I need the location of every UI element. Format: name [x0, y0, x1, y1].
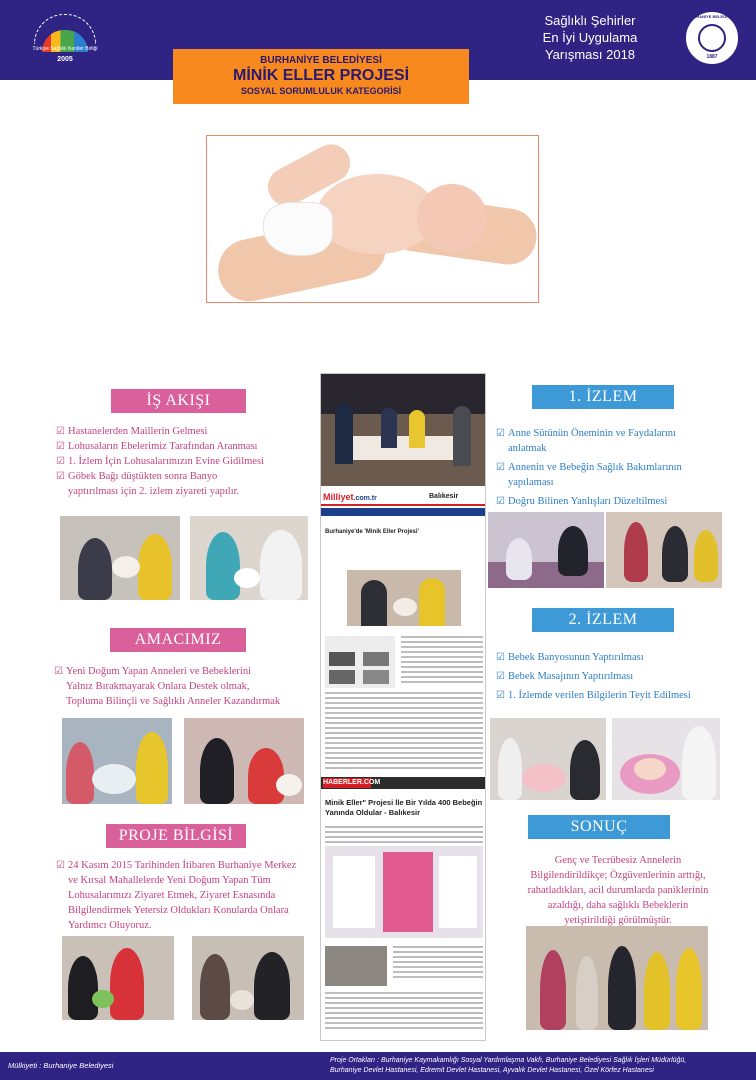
proje-bilgisi-line2: ve Kırsal Mahallelerde Yeni Doğum Yapan Tüm — [68, 875, 271, 886]
news-nav-bar — [321, 508, 486, 516]
photo-purpose-2 — [184, 718, 304, 804]
seal-emblem-icon — [698, 24, 726, 52]
footer-partners-line2: Burhaniye Devlet Hastanesi, Edremit Devlet Hastanesi, Ayvalık Devlet Hastanesi, Özel Körfez Hastanesi — [330, 1067, 654, 1074]
photo-visit-2 — [190, 516, 308, 600]
photo-result — [526, 926, 708, 1030]
checkbox-icon: ☑ — [56, 441, 65, 452]
photo-visit-1 — [60, 516, 180, 600]
proje-bilgisi-line3: Lohusalarımızı Ziyaret Etmek, Ziyaret Esnasında — [68, 890, 276, 901]
list-item: ☑ Hastanelerden Maillerin Gelmesi — [56, 426, 208, 437]
news-photo-brochure — [325, 846, 483, 938]
photo-info-1 — [62, 936, 174, 1020]
milliyet-masthead — [321, 492, 486, 506]
list-item: ☑ Lohusaların Ebelerimiz Tarafından Aranması — [56, 441, 258, 452]
footer-partners-line1: Proje Ortakları : Burhaniye Kaymakamlığı Sosyal Yardımlaşma Vakfı, Burhaniye Belediyesi Sağlık İşleri Müdürlüğü, — [330, 1057, 687, 1064]
checkbox-icon: ☑ — [56, 426, 65, 437]
amacimiz-line2: Yalnız Bırakmayarak Onlara Destek olmak, — [66, 681, 250, 692]
list-item: ☑ Doğru Bilinen Yanlışları Düzeltilmesi — [496, 496, 668, 507]
news-headline-2: Minik Eller" Projesi İle Bir Yılda 400 Bebeğin Yanında Oldular - Balıkesir — [325, 798, 483, 817]
checkbox-icon: ☑ — [496, 671, 505, 682]
sonuc-line3: rahatladıkları, acil durumlarda paniklerinin — [527, 885, 709, 896]
competition-title-line3: Yarışması 2018 — [544, 47, 636, 62]
seal-text: BURHANİYE BELEDİYESİ — [687, 14, 737, 19]
sonuc-heading: SONUÇ — [528, 815, 670, 839]
list-item: ☑ Bebek Masajının Yaptırılması — [496, 671, 634, 682]
haberler-masthead — [321, 777, 486, 789]
news-city: Balıkesir — [429, 493, 459, 500]
haberler-logo: HABERLER.COM — [323, 779, 381, 786]
news-headline-1: Burhaniye'de 'Minik Eller Projesi' — [325, 529, 419, 535]
list-item: ☑ 1. İzlem İçin Lohusalarımızın Evine Gidilmesi — [56, 456, 264, 467]
news-article-text-3 — [325, 826, 483, 846]
seal-year: 1887 — [706, 54, 718, 60]
photo-izlem1-1 — [488, 512, 604, 588]
news-thumbnails — [325, 636, 395, 688]
competition-title-line1: Sağlıklı Şehirler — [544, 13, 636, 28]
sonuc-line4: azaldığı, daha sağlıklı Bebeklerin — [547, 900, 689, 911]
banner-project-name: MİNİK ELLER PROJESİ — [232, 67, 410, 84]
milliyet-logo: Milliyet.com.tr — [323, 492, 377, 502]
footer-partners — [330, 1056, 750, 1076]
footer-bar — [0, 1052, 756, 1080]
logo-year: 2005 — [57, 56, 73, 63]
is-akisi-list — [56, 424, 316, 499]
checkbox-icon: ☑ — [496, 496, 505, 507]
sonuc-line5: yetiştirildiği görülmüştür. — [564, 915, 672, 926]
baby-head — [417, 184, 487, 252]
proje-bilgisi-heading: PROJE BİLGİSİ — [106, 824, 246, 848]
sonuc-text — [500, 853, 736, 928]
izlem1-heading: 1. İZLEM — [532, 385, 674, 409]
competition-title — [520, 12, 660, 63]
healthy-cities-logo — [28, 10, 102, 68]
amacimiz-line3: Topluma Bilinçli ve Sağlıklı Anneler Kazandırmak — [66, 696, 281, 707]
municipality-seal — [684, 10, 740, 66]
news-article-text — [401, 636, 483, 686]
hero-baby-image — [206, 135, 539, 303]
list-item: ☑ Yeni Doğum Yapan Anneleri ve Bebeklerini — [54, 666, 251, 677]
amacimiz-text — [54, 664, 316, 709]
list-item: ☑ Bebek Banyosunun Yaptırılması — [496, 652, 644, 663]
list-item: ☑ Göbek Bağı düştükten sonra Banyo — [56, 471, 218, 482]
list-item: ☑ Annenin ve Bebeğin Sağlık Bakımlarının yapılaması — [496, 462, 682, 488]
project-banner — [173, 49, 469, 104]
news-photo-visit — [347, 570, 461, 626]
news-article-text-5 — [325, 992, 483, 1032]
news-article-text-4 — [393, 946, 483, 981]
izlem2-list — [496, 650, 742, 707]
sonuc-line1: Genç ve Tecrübesiz Annelerin — [554, 855, 682, 866]
photo-purpose-1 — [62, 718, 172, 804]
news-article-text-2 — [325, 692, 483, 772]
checkbox-icon: ☑ — [496, 462, 505, 473]
checkbox-icon: ☑ — [56, 471, 65, 482]
list-item: ☑ 24 Kasım 2015 Tarihinden İtibaren Burhaniye Merkez — [56, 860, 297, 871]
checkbox-icon: ☑ — [496, 690, 505, 701]
photo-info-2 — [192, 936, 304, 1020]
footer-owner: Mülkiyeti : Burhaniye Belediyesi — [8, 1061, 114, 1070]
logo-name: Türkiye Sağlıklı Kentler Birliği — [32, 46, 98, 52]
proje-bilgisi-text — [56, 858, 318, 933]
news-photo-small — [325, 946, 387, 986]
checkbox-icon: ☑ — [56, 860, 65, 871]
checkbox-icon: ☑ — [496, 428, 505, 439]
checkbox-icon: ☑ — [496, 652, 505, 663]
list-item: ☑ 1. İzlemde verilen Bilgilerin Teyit Edilmesi — [496, 690, 691, 701]
banner-municipality: BURHANİYE BELEDİYESİ — [260, 55, 382, 66]
banner-category: SOSYAL SORUMLULUK KATEGORİSİ — [240, 86, 402, 96]
proje-bilgisi-line4: Bilgilendirmek Yetersiz Oldukları Konularda Onlara — [68, 905, 289, 916]
baby-diaper — [263, 202, 333, 256]
news-photo-ceremony — [321, 374, 486, 486]
izlem1-list — [496, 426, 742, 513]
proje-bilgisi-line5: Yardımcı Oluyoruz. — [68, 920, 152, 931]
photo-izlem1-2 — [606, 512, 722, 588]
checkbox-icon: ☑ — [56, 456, 65, 467]
sonuc-line2: Bilgilendirildikçe; Özgüvenlerinin arttığı, — [530, 870, 706, 881]
list-item: ☑ Anne Sütünün Öneminin ve Faydalarını anlatmak — [496, 428, 676, 454]
photo-izlem2-1 — [490, 718, 606, 800]
izlem2-heading: 2. İZLEM — [532, 608, 674, 632]
photo-izlem2-2 — [612, 718, 720, 800]
competition-title-line2: En İyi Uygulama — [542, 30, 638, 45]
news-clippings — [320, 373, 486, 1041]
is-akisi-heading: İŞ AKIŞI — [111, 389, 246, 413]
amacimiz-heading: AMACIMIZ — [110, 628, 246, 652]
list-continuation: yaptırılması için 2. izlem ziyareti yapılır. — [68, 486, 240, 497]
checkbox-icon: ☑ — [54, 666, 63, 677]
